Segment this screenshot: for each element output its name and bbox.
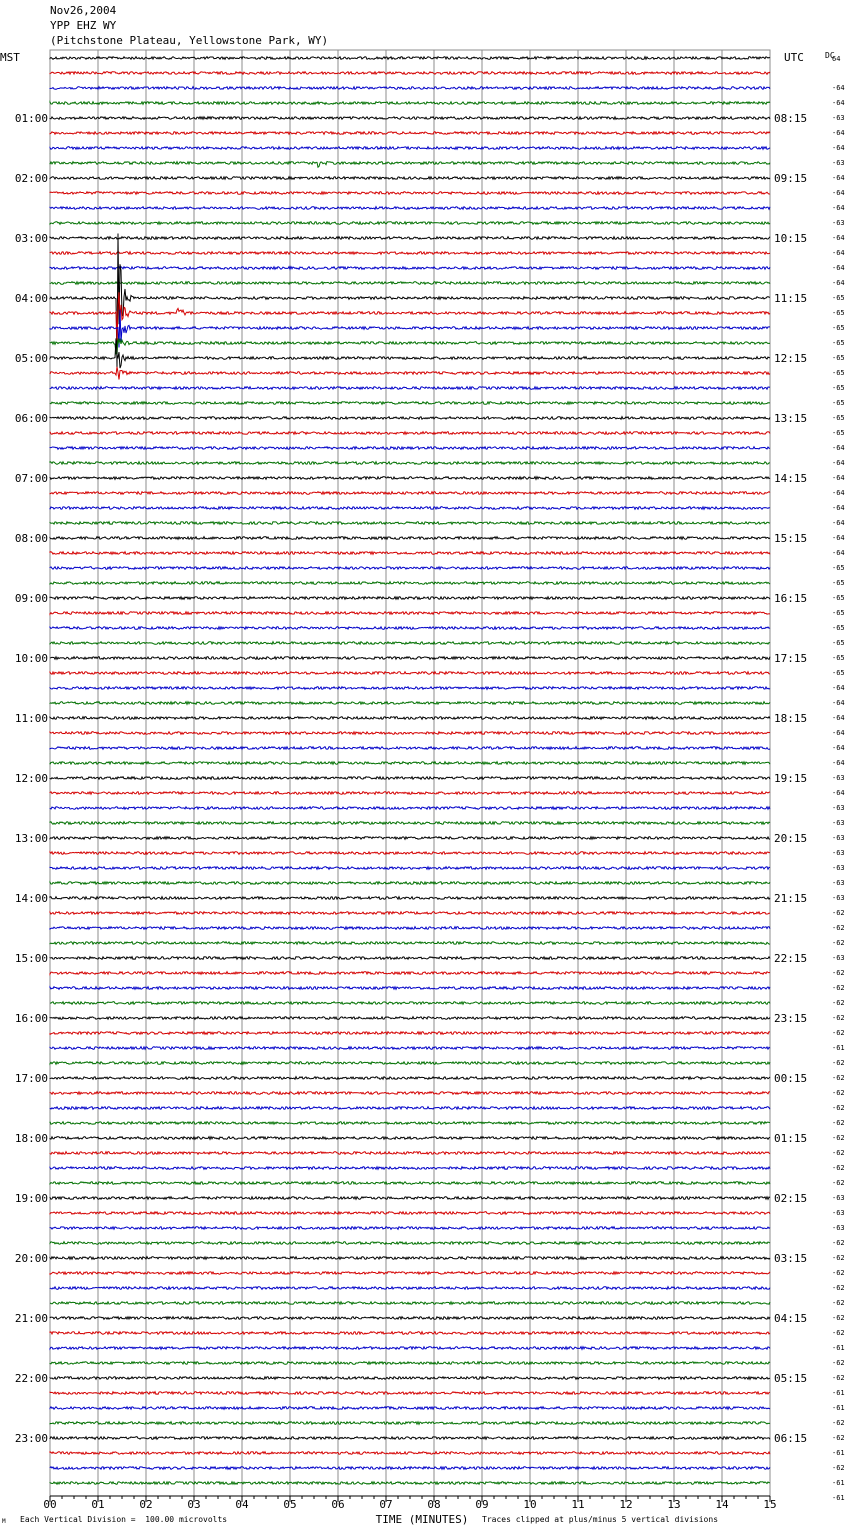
left-axis-title: MST [0, 51, 20, 64]
seismic-trace [50, 1137, 770, 1140]
left-hour-label: 17:00 [14, 1072, 48, 1085]
dc-offset-label: -64 [832, 279, 845, 287]
dc-offset-label: -62 [832, 1179, 845, 1187]
right-hour-label: 01:15 [774, 1132, 808, 1145]
right-hour-label: 02:15 [774, 1192, 808, 1205]
right-hour-label: 18:15 [774, 712, 808, 725]
right-hour-label: 12:15 [774, 352, 808, 365]
dc-offset-label: -64 [832, 714, 845, 722]
dc-offset-label: -61 [832, 1404, 845, 1412]
dc-offset-label: -64 [832, 249, 845, 257]
seismic-trace [50, 1092, 770, 1095]
seismic-trace [50, 462, 770, 465]
right-hour-label: 23:15 [774, 1012, 808, 1025]
seismic-trace [50, 1392, 770, 1395]
dc-offset-label: -64 [832, 84, 845, 92]
dc-offset-label: -65 [832, 399, 845, 407]
seismic-trace [50, 777, 770, 780]
left-hour-label: 18:00 [14, 1132, 48, 1145]
dc-offset-label: -64 [832, 129, 845, 137]
x-tick-label: 14 [715, 1498, 729, 1511]
x-tick-label: 01 [91, 1498, 105, 1511]
dc-offset-label: -62 [832, 1149, 845, 1157]
dc-offset-label: -61 [832, 1494, 845, 1502]
seismic-trace [50, 612, 770, 615]
dc-offset-label: -63 [832, 804, 845, 812]
seismic-trace [50, 1347, 770, 1350]
seismic-trace [50, 1062, 770, 1065]
seismic-trace [50, 1017, 770, 1020]
seismic-trace [50, 627, 770, 630]
dc-offset-label: -65 [832, 294, 845, 302]
seismic-trace [50, 447, 770, 450]
dc-offset-label: -62 [832, 1029, 845, 1037]
dc-offset-label: -61 [832, 1344, 845, 1352]
seismic-trace [50, 807, 770, 810]
x-tick-label: 13 [667, 1498, 681, 1511]
dc-offset-label: 64 [832, 55, 841, 63]
right-hour-label: 21:15 [774, 892, 808, 905]
dc-offset-label: -64 [832, 549, 845, 557]
dc-offset-label: -64 [832, 789, 845, 797]
right-hour-label: 09:15 [774, 172, 808, 185]
left-hour-label: 04:00 [14, 292, 48, 305]
left-hour-label: 10:00 [14, 652, 48, 665]
dc-offset-label: -62 [832, 1134, 845, 1142]
seismic-trace [50, 432, 770, 435]
seismic-trace [50, 897, 770, 900]
seismic-trace [50, 687, 770, 690]
dc-offset-label: -62 [832, 909, 845, 917]
dc-offset-label: -62 [832, 999, 845, 1007]
seismic-trace [50, 957, 770, 960]
right-hour-label: 22:15 [774, 952, 808, 965]
seismic-trace [50, 1452, 770, 1455]
seismic-trace [50, 1032, 770, 1035]
dc-offset-label: -65 [832, 309, 845, 317]
dc-offset-label: -63 [832, 879, 845, 887]
header-date: Nov26,2004 [50, 4, 117, 17]
seismic-trace [50, 1182, 770, 1185]
dc-offset-label: -65 [832, 564, 845, 572]
seismic-trace [50, 117, 770, 120]
seismic-trace [50, 522, 770, 525]
left-hour-label: 09:00 [14, 592, 48, 605]
dc-offset-label: -64 [832, 534, 845, 542]
seismic-trace [50, 732, 770, 735]
seismic-trace [50, 1212, 770, 1215]
seismic-trace [50, 1377, 770, 1380]
seismic-trace [50, 338, 770, 353]
left-hour-label: 07:00 [14, 472, 48, 485]
dc-offset-label: -64 [832, 744, 845, 752]
left-hour-label: 16:00 [14, 1012, 48, 1025]
x-tick-label: 05 [283, 1498, 297, 1511]
left-hour-label: 03:00 [14, 232, 48, 245]
dc-offset-label: -65 [832, 339, 845, 347]
dc-offset-label: -65 [832, 609, 845, 617]
dc-offset-label: -62 [832, 1329, 845, 1337]
dc-offset-label: -61 [832, 1389, 845, 1397]
x-tick-label: 11 [571, 1498, 585, 1511]
dc-offset-label: -65 [832, 324, 845, 332]
x-tick-label: 08 [427, 1498, 441, 1511]
x-tick-label: 09 [475, 1498, 489, 1511]
dc-offset-label: -62 [832, 1104, 845, 1112]
right-hour-label: 00:15 [774, 1072, 808, 1085]
seismic-trace [50, 987, 770, 990]
dc-offset-label: -62 [832, 969, 845, 977]
dc-offset-label: -61 [832, 1479, 845, 1487]
seismic-trace [50, 1467, 770, 1470]
seismic-trace [50, 597, 770, 600]
seismic-trace [50, 477, 770, 480]
seismic-trace [50, 1302, 770, 1305]
seismic-trace [50, 1332, 770, 1335]
dc-offset-label: -63 [832, 954, 845, 962]
seismic-trace [50, 1482, 770, 1485]
left-hour-label: 11:00 [14, 712, 48, 725]
seismic-trace [50, 1287, 770, 1290]
dc-offset-label: -65 [832, 639, 845, 647]
dc-offset-label: -62 [832, 1119, 845, 1127]
dc-offset-label: -62 [832, 924, 845, 932]
right-hour-label: 11:15 [774, 292, 808, 305]
dc-offset-label: -64 [832, 144, 845, 152]
dc-offset-label: -64 [832, 234, 845, 242]
x-tick-label: 04 [235, 1498, 249, 1511]
x-tick-label: 06 [331, 1498, 345, 1511]
seismic-trace [50, 1242, 770, 1245]
right-hour-label: 19:15 [774, 772, 808, 785]
right-hour-label: 06:15 [774, 1432, 808, 1445]
dc-offset-label: -64 [832, 99, 845, 107]
seismic-trace [50, 882, 770, 885]
dc-offset-label: -65 [832, 624, 845, 632]
seismic-trace [50, 387, 770, 390]
x-tick-label: 07 [379, 1498, 393, 1511]
seismic-trace [50, 492, 770, 495]
dc-offset-label: -62 [832, 1059, 845, 1067]
seismic-trace [50, 87, 770, 90]
dc-offset-label: -62 [832, 1089, 845, 1097]
seismic-trace [50, 237, 770, 240]
header-location: (Pitchstone Plateau, Yellowstone Park, WY) [50, 34, 329, 47]
dc-offset-label: -62 [832, 1014, 845, 1022]
left-hour-label: 01:00 [14, 112, 48, 125]
dc-offset-label: -62 [832, 984, 845, 992]
dc-offset-label: -65 [832, 654, 845, 662]
trace-lines [50, 57, 770, 1485]
seismic-trace [50, 537, 770, 540]
seismic-trace [50, 852, 770, 855]
dc-offset-label: -63 [832, 1209, 845, 1217]
dc-offset-label: -62 [832, 1434, 845, 1442]
left-hour-label: 22:00 [14, 1372, 48, 1385]
seismic-trace [50, 912, 770, 915]
dc-offset-label: -65 [832, 579, 845, 587]
dc-offset-label: -62 [832, 1254, 845, 1262]
seismic-trace [50, 507, 770, 510]
dc-offset-label: -64 [832, 519, 845, 527]
dc-offset-label: -63 [832, 1224, 845, 1232]
seismic-trace [50, 1077, 770, 1080]
seismic-trace [50, 1002, 770, 1005]
seismic-trace [50, 672, 770, 675]
seismic-trace [50, 837, 770, 840]
dc-offset-label: -65 [832, 384, 845, 392]
dc-offset-label: -63 [832, 894, 845, 902]
right-hour-label: 20:15 [774, 832, 808, 845]
dc-column-title: DC [825, 51, 835, 60]
seismic-trace [50, 57, 770, 60]
dc-offset-label: -65 [832, 369, 845, 377]
seismic-trace [50, 1437, 770, 1440]
seismic-trace [50, 1422, 770, 1425]
dc-offset-label: -63 [832, 114, 845, 122]
seismic-trace [50, 162, 770, 168]
left-hour-label: 08:00 [14, 532, 48, 545]
x-tick-label: 00 [43, 1498, 57, 1511]
seismic-trace [50, 1317, 770, 1320]
seismic-trace [50, 367, 770, 380]
seismic-trace [50, 552, 770, 555]
right-hour-label: 13:15 [774, 412, 808, 425]
seismic-trace [50, 1152, 770, 1155]
x-tick-label: 15 [763, 1498, 777, 1511]
left-hour-label: 02:00 [14, 172, 48, 185]
dc-offset-label: -63 [832, 159, 845, 167]
seismic-trace [50, 762, 770, 765]
dc-offset-label: -64 [832, 264, 845, 272]
left-hour-label: 19:00 [14, 1192, 48, 1205]
seismic-trace [50, 1047, 770, 1050]
dc-offset-label: -64 [832, 204, 845, 212]
dc-offset-label: -64 [832, 474, 845, 482]
seismic-trace [50, 222, 770, 225]
dc-offset-label: -62 [832, 1464, 845, 1472]
right-hour-label: 10:15 [774, 232, 808, 245]
dc-offset-label: -65 [832, 429, 845, 437]
right-hour-label: 15:15 [774, 532, 808, 545]
dc-offset-label: -62 [832, 1284, 845, 1292]
seismic-trace [50, 642, 770, 645]
seismic-trace [50, 972, 770, 975]
dc-offset-label: -63 [832, 864, 845, 872]
dc-offset-label: -63 [832, 849, 845, 857]
seismic-trace [50, 192, 770, 195]
seismic-trace [50, 822, 770, 825]
seismic-trace [50, 1362, 770, 1365]
dc-offset-label: -61 [832, 1044, 845, 1052]
seismic-trace [50, 567, 770, 570]
seismic-trace [50, 402, 770, 405]
dc-offset-label: -62 [832, 1314, 845, 1322]
dc-offset-label: -62 [832, 1239, 845, 1247]
dc-offset-label: -63 [832, 774, 845, 782]
dc-offset-label: -62 [832, 1374, 845, 1382]
seismic-trace [50, 1122, 770, 1125]
dc-offset-label: -65 [832, 414, 845, 422]
dc-offset-label: -63 [832, 819, 845, 827]
axis-labels [0, 51, 845, 1526]
seismic-trace [50, 1197, 770, 1200]
seismic-trace [50, 1407, 770, 1410]
left-hour-label: 06:00 [14, 412, 48, 425]
seismic-trace [50, 747, 770, 750]
seismic-trace [50, 717, 770, 720]
clip-note: Traces clipped at plus/minus 5 vertical divisions [482, 1515, 719, 1524]
dc-offset-label: -64 [832, 189, 845, 197]
dc-offset-label: -62 [832, 939, 845, 947]
dc-offset-label: -65 [832, 594, 845, 602]
x-tick-label: 03 [187, 1498, 201, 1511]
scale-note: Each Vertical Division = 100.00 microvolts [20, 1515, 228, 1524]
left-hour-label: 13:00 [14, 832, 48, 845]
seismic-trace [50, 102, 770, 105]
left-hour-label: 12:00 [14, 772, 48, 785]
x-tick-label: 10 [523, 1498, 537, 1511]
seismic-trace [50, 1227, 770, 1230]
dc-offset-label: -63 [832, 219, 845, 227]
left-hour-label: 14:00 [14, 892, 48, 905]
x-tick-label: 02 [139, 1498, 153, 1511]
dc-offset-label: -62 [832, 1419, 845, 1427]
dc-offset-label: -64 [832, 489, 845, 497]
header-station: YPP EHZ WY [50, 19, 117, 32]
seismic-trace [50, 582, 770, 585]
dc-offset-label: -62 [832, 1269, 845, 1277]
dc-offset-label: -64 [832, 684, 845, 692]
left-hour-label: 05:00 [14, 352, 48, 365]
right-hour-label: 17:15 [774, 652, 808, 665]
left-hour-label: 21:00 [14, 1312, 48, 1325]
corner-mark: M [2, 1518, 6, 1525]
dc-offset-label: -64 [832, 459, 845, 467]
right-hour-label: 05:15 [774, 1372, 808, 1385]
left-hour-label: 15:00 [14, 952, 48, 965]
dc-offset-label: -64 [832, 729, 845, 737]
right-hour-label: 04:15 [774, 1312, 808, 1325]
dc-offset-label: -63 [832, 834, 845, 842]
seismic-trace [50, 657, 770, 660]
seismic-trace [50, 72, 770, 75]
seismic-trace [50, 252, 770, 255]
right-hour-label: 03:15 [774, 1252, 808, 1265]
left-hour-label: 20:00 [14, 1252, 48, 1265]
seismic-trace [50, 132, 770, 135]
dc-offset-label: -62 [832, 1074, 845, 1082]
dc-offset-label: -64 [832, 699, 845, 707]
seismic-trace [50, 292, 770, 340]
right-axis-title: UTC [784, 51, 804, 64]
dc-offset-label: -65 [832, 354, 845, 362]
dc-offset-label: -64 [832, 759, 845, 767]
seismic-trace [50, 942, 770, 945]
seismic-trace [50, 1257, 770, 1260]
seismic-trace [50, 282, 770, 285]
dc-offset-label: -64 [832, 504, 845, 512]
right-hour-label: 16:15 [774, 592, 808, 605]
seismic-trace [50, 417, 770, 420]
seismic-trace [50, 867, 770, 870]
dc-offset-label: -62 [832, 1164, 845, 1172]
dc-offset-label: -61 [832, 1449, 845, 1457]
seismic-trace [50, 147, 770, 150]
right-hour-label: 14:15 [774, 472, 808, 485]
seismic-trace [50, 792, 770, 795]
seismic-trace [50, 1167, 770, 1170]
dc-offset-label: -62 [832, 1299, 845, 1307]
dc-offset-label: -62 [832, 1359, 845, 1367]
right-hour-label: 08:15 [774, 112, 808, 125]
dc-offset-label: -64 [832, 444, 845, 452]
x-axis-title: TIME (MINUTES) [375, 1513, 469, 1526]
x-tick-label: 12 [619, 1498, 633, 1511]
seismic-trace [50, 207, 770, 210]
seismic-trace [50, 1107, 770, 1110]
seismic-trace [50, 702, 770, 705]
seismic-trace [50, 267, 770, 270]
seismic-trace [50, 927, 770, 930]
seismic-trace [50, 177, 770, 180]
dc-offset-label: -65 [832, 669, 845, 677]
dc-offset-label: -64 [832, 174, 845, 182]
seismic-trace [50, 1272, 770, 1275]
left-hour-label: 23:00 [14, 1432, 48, 1445]
dc-offset-label: -63 [832, 1194, 845, 1202]
